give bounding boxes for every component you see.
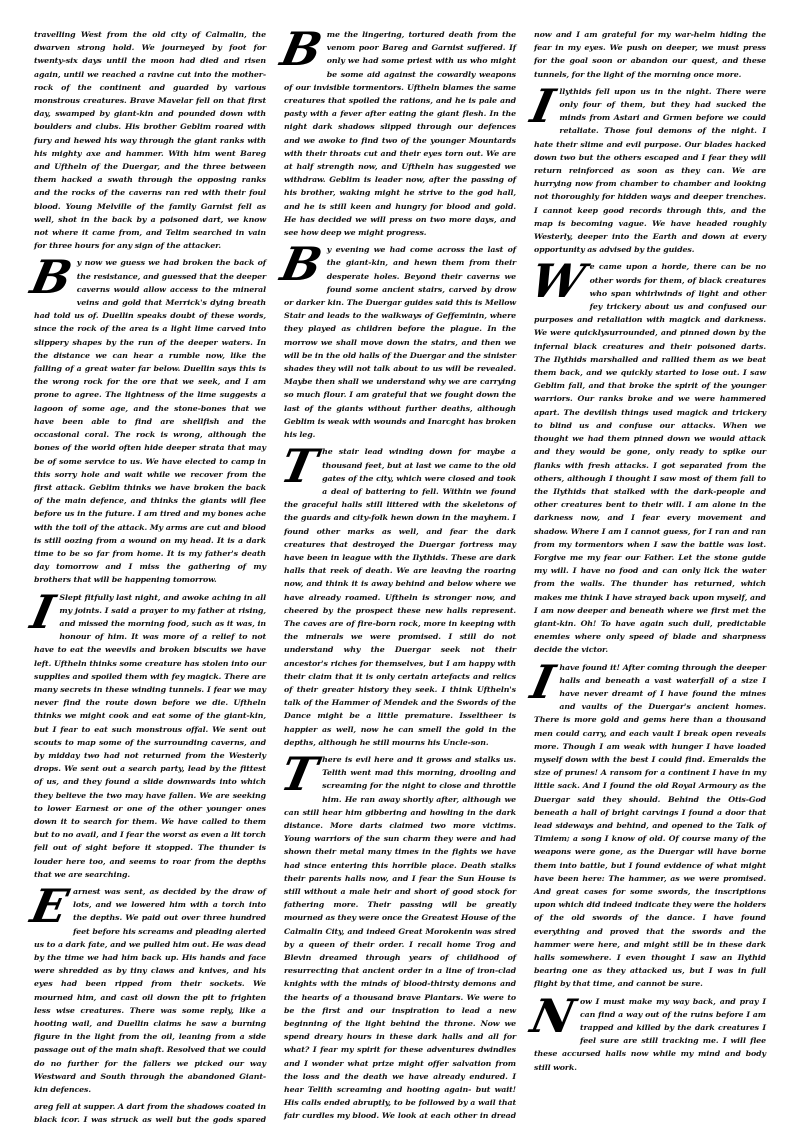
paragraph-text: have found it! After coming through the deeper halls and beneath a vast waterfall of a size I have never dreamt of I have found the mines and vaults of the Duergar's ancient homes. There is more gold and gems here than a thousand men could carry, and each vault I break open reveals more. Though I am weak with hunger I have loaded myself down with the best I could find. Emeralds the size of prunes! A ransom for a continent I have in my little sack. And I found the old Royal Armoury as the Duergar said they should. Behind the Otis-God beneath a hall of bright carvings I found a door that lead sideways and behind, and opened to the Talk of Timiem; a song I know of old. Of course many of the weapons were gone, as the Duergar will have borne them into battle, but I found evidence of what might have been here: The hammer, as we were promised. And great cases for some swords, the inscriptions upon which did indeed indicate they were the holders of the old swords of the dance. I have found everything and proved that the swords and the hammer were here, and might still be in these dark halls somewhere. I even thought I saw an Ilythid bearing one as they attacked us, but I was in full flight by that time, and cannot be sure. [534, 662, 766, 989]
paragraph-text: areg fell at supper. A dart from the shadows coated in black icor. I was struck as well but the gods spared me the lingering, tortured death from the venom poor Bareg and Garnist suffered. If only we had some priest with us who might be some aid against the cowardly weapons of our invisible tormentors. Uftheln blames the same creatures that spoiled the rations, and he is pale and pasty with a fever after eating the giant flesh. In the night dark shadows slipped through our defences and we awoke to find two of the younger Mountards with their throats cut and their eyes torn out. We are at half strength now, and Uftheln has suggested we withdraw. Geblim is leader now, after the passing of his brother, waking might he strive to the god hall, and he is still keen and hungry for blood and gold. He has decided we will press on two more days, and see how deep we might progress. [34, 30, 516, 1125]
paragraph [526, 78, 766, 257]
paragraph [526, 654, 766, 991]
drop-cap: W [526, 254, 590, 309]
paragraph-text: llythids fell upon us in the night. There were only four of them, but they had sucked the minds from Astari and Grmen before we could retaliate. Those foul demons of the night. I hate their slime and evil purpose. Our blades hacked down two but the others escaped and I fear they will return reinforced as soon as they can. We are hurrying now from chamber to chamber and looking not thoroughly for hidden ways and deeper trenches. I cannot keep good records through this, and the map is becoming vague. We have headed roughly Westerly, deeper into the Earth and down at every opportunity as advised by the guides. [534, 86, 766, 255]
paragraph [34, 28, 266, 252]
drop-cap: B [276, 22, 327, 76]
drop-cap: B [26, 250, 77, 305]
paragraph-text: here is evil here and it grows and stalks us. Telith went mad this morning, drooling and screaming for the night to close and throttle him. He ran away shortly after, although we can still hear him gibbering and howling in the dark distance. More darts claimed two more victims. Young warriors of the sun charm they were and had shown their metal many times in the fights we have had since entering this horrible place. Death stalks their parents halls now, and I fear the Sun House is still without a male heir and short of good stock for fathering more. Their passing will be greatly mourned as they were once the Greatest House of the Calmalin City, and indeed Great Morokenin was sired by a queen of their order. I recall home Trog and Blevin dreamed through years of childhood of resurrecting that ancient order in a line of iron-clad knights with the minds of blood-thirsty demons and the hearts of a thousand brave Plantars. We were to be the first and our inspiration to lead a new beginning of the light behind the throne. Now we spend dreary hours in these dark halls and all for what? I fear my spirit for these adventures dwindles and I wonder what prize might offer salvation from the loss and the death we have already endured. I hear Telith screaming and hooting again- but wait! His calls ended abruptly, to be followed by a wail that fair curdles my blood. We look at each other in dread now and I am grateful for my war-helm hiding the fear in my eyes. We push on deeper, we must press for the goal soon or abandon our quest, and these tunnels, for the light of the morning once more. [284, 30, 766, 1121]
drop-cap: I [526, 654, 560, 709]
paragraph [276, 439, 516, 749]
drop-cap: T [276, 746, 322, 801]
paragraph-text: e came upon a horde, there can be no other words for them, of black creatures who span whirlwinds of light and other fey trickery about us and confused our purposes and retaliation with magick and darkness. We were quicklysurrounded, and pinned down by the infernal black creatures and their poisoned darts. The Ilythids marshalled and rallied them as we beat them back, and we quickly started to lose out. I saw Geblim fall, and that broke the spirit of the younger warriors. Our ranks broke and we were hammered apart. The devilish things used magick and trickery to blind us and confuse our attacks. When we thought we had them pinned down we would attack and they would be gone, only ready to spike our flanks with fresh attacks. I got separated from the others, although I thought I saw most of them fall to the Ilythids that stalked with the dark-people and other creatures bent to their will. I am alone in the darkness now, and I fear every movement and shadow. Where I am I cannot guess, for I ran and ran from my tormentors when I saw the battle was lost. Forgive me my fear our Father. Let the stone guide my will. I have no food and can only lick the water from the walls. The thunder has returned, which makes me think I have strayed back upon myself, and I am now deeper and beneath where we first met the giant-kin. Oh! To have again such dull, predictable enemies where only speed of blade and sharpness decide the victor. [534, 262, 766, 655]
paragraph-text: y evening we had come across the last of the giant-kin, and hewn them from their desperate holes. Beyond their caverns we found some ancient stairs, carved by drow or darker kin. The Duergar guides said this is Mellow Stair and leads to the walkways of Geffeminin, where they played as children before the plague. In the morrow we shall move down the stairs, and then we will be in the old halls of the Duergar and the sinister shades they will not talk about to us will be revealed. Maybe then shall we understand why we are carrying so much flour. I am grateful that we fought down the last of the giants without further deaths, although Geblim is weak with wounds and Inarcght has broken his leg. [284, 245, 516, 440]
drop-cap: B [276, 237, 327, 292]
paragraph [26, 250, 266, 586]
paragraph-text: travelling West from the old city of Calmalin, the dwarven strong hold. We journeyed by foot for twenty-six days until the moon had died and risen again, until we reached a ravine cut into the mother-rock of the continent and guarded by various monstrous creatures. Brave Mavelar fell on that first day, swamped by giant-kin and pounded down with boulders and clubs. His brother Geblim roared with fury and hewed his way through the giant ranks with his mighty axe and hammer. With him went Bareg and Uftheln of the Duergar, and the three between them hacked a swath through the opposing ranks and the rocks of the caverns ran red with their foul blood. Young Melville of the family Garnist fell as well, shot in the back by a poisoned dart, we know not where it came from, and Telim searched in vain for three hours for any sign of the attacker. [34, 30, 266, 251]
paragraph [26, 879, 266, 1096]
drop-cap: I [526, 78, 560, 133]
paragraph [526, 254, 766, 656]
paragraph [526, 988, 766, 1074]
paragraph-text: Slept fitfully last night, and awoke aching in all my joints. I said a prayer to my father at rising, and missed the morning food, such as it was, in honour of him. It was more of a relief to not have to eat the weevils and broken biscuits we have left. Uftheln thinks some creature has stolen into our supplies and spoiled them with fey magick. There are many secrets in these winding tunnels. I fear we may never find the route down before we die. Uftheln thinks we might cook and eat some of the giant-kin, but I fear to eat such monstrous offal. We sent out scouts to map some of the surrounding caverns, and by midday two had not returned from the Westerly drops. We sent out a search party, lead by the fittest of us, and they found a slide downwards into which they believe the two may have fallen. We are seeking to lower Earnest or one of the other younger ones down it to search for them. We have called to them but to no avail, and I fear the worst as even a lit torch fell out of sight before it stopped. The thunder is louder here too, and seems to roar from the depths that we are searching. [34, 592, 266, 879]
drop-cap: T [276, 439, 322, 494]
paragraph-text: ow I must make my way back, and pray I can find a way out of the ruins before I am trapped and killed by the dark creatures I feel sure are still tracking me. I will flee these accursed halls now while my mind and body still work. [534, 996, 766, 1072]
paragraph [276, 237, 516, 441]
paragraph [26, 584, 266, 881]
paragraph-text: y now we guess we had broken the back of the resistance, and guessed that the deeper caverns would allow access to the mineral veins and gold that Merrick's dying breath had told us of. Duellin speaks doubt of these words, since the rock of the area is a light lime carved into slippery shapes by the run of the deeper waters. In the distance we can hear a rumble now, like the falling of a great water far below. Duellin says this is the wrong rock for the ore that we seek, and I am prone to agree. The lightness of the lime suggests a lagoon of some age, and the stone-bones that we have been able to find are shellfish and the occasional coral. The rock is wrong, although the bones of the world often hide deeper strata that may be of some service to us. We have elected to camp in this sorry hole and wait while we recover from the first attack. Geblim thinks we have broken the back of the main defence, and thinks the giants will flee before us in the future. I am tired and my bones ache with the toil of the attack. My arms are cut and blood is still oozing from a wound on my head. It is a dark time to be so far from home. It is my father's death day tomorrow and I miss the gathering of my brothers that will be happening tomorrow. [34, 258, 266, 585]
drop-cap: I [26, 584, 60, 639]
paragraph-text: he stair lead winding down for maybe a thousand feet, but at last we came to the old gates of the city, which were closed and took a deal of battering to fell. Within we found the graceful halls still littered with the skeletons of the guards and city-folk hewn down in the mayhem. I found other marks as well, and fear the dark creatures that destroyed the Duergar fortress may have been in league with the Ilythids. These are dark halls that reek of death. We are leaving the roaring now, and think it is away behind and below where we have already roamed. Uftheln is stronger now, and cheered by the prospect these new halls represent. The caves are of fire-born rock, more in keeping with the minerals we were promised. I still do not understand why the Duergar seek not their ancestor's riches for themselves, but I am happy with their claim that it is only certain artefacts and relics of their greater history they seek. I think Uftheln's talk of the Hammer of Mendek and the Swords of the Dance might be a little premature. Isseltheer is happier as well, now he can smell the gold in the depths, although he still mourns his Uncle-son. [284, 447, 516, 747]
drop-cap: E [26, 879, 73, 933]
drop-cap: N [526, 988, 580, 1043]
paragraph-text: arnest was sent, as decided by the draw of lots, and we lowered him with a torch into the depths. We paid out over three hundred feet before his screams and pleading alerted us to a dark fate, and we pulled him out. He was dead by the time we had him back up. His hands and face were shredded as by tiny claws and knives, and his eyes had been ripped from their sockets. We mourned him, and cast oil down the pit to frighten less wise creatures. There was some reply, like a hooting wail, and Duellin claims he saw a burning figure in the light from the oil, leaning from a side passage out of the main shaft. Resolved that we could do no further for the fallers we picked our way Westward and South through the abandoned Giant-kin defences. [34, 887, 266, 1095]
